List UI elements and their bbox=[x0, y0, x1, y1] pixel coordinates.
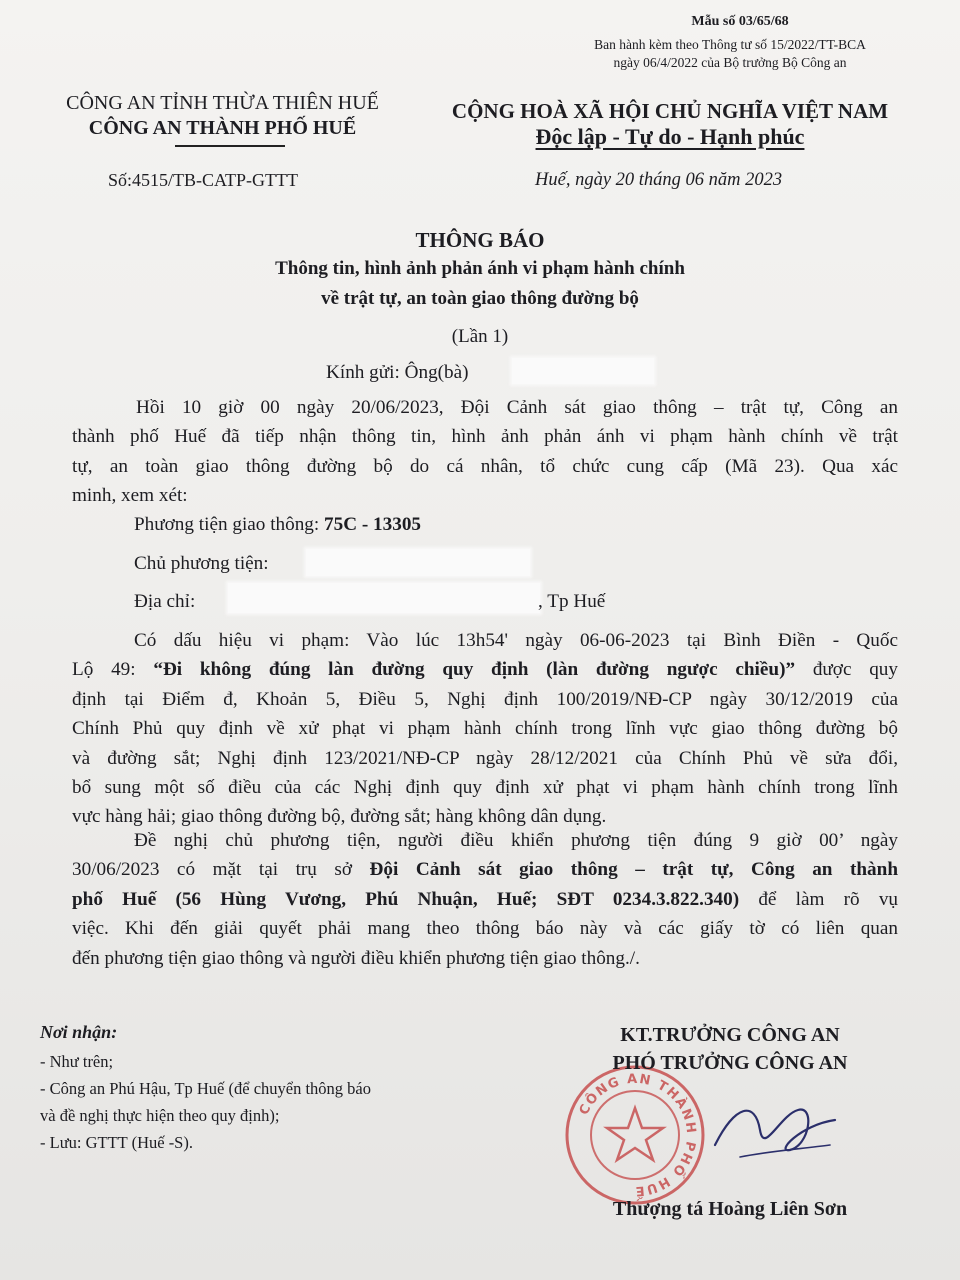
request-office: Đội Cảnh sát giao thông – trật tự, Công an thành bbox=[369, 859, 898, 881]
place-date: Huế, ngày 20 tháng 06 năm 2023 bbox=[535, 170, 783, 190]
redacted-address bbox=[228, 583, 540, 613]
redacted-owner bbox=[306, 549, 530, 576]
violation-line: và đường sắt; Nghị định 123/2021/NĐ-CP ngày 28/12/2021 của Chính Phủ về sửa đổi, bbox=[72, 747, 898, 769]
country-name: CỘNG HOÀ XÃ HỘI CHỦ NGHĨA VIỆT NAM bbox=[451, 99, 889, 123]
request-lead: 30/06/2023 có mặt tại trụ sở bbox=[72, 859, 370, 881]
address-tail: , Tp Huế bbox=[538, 591, 606, 612]
vehicle-row bbox=[134, 510, 421, 539]
violation-line: định tại Điểm đ, Khoản 5, Điều 5, Nghị định 100/2019/NĐ-CP ngày 30/12/2019 của bbox=[72, 688, 898, 710]
signature-title-1: KT.TRƯỞNG CÔNG AN bbox=[620, 1024, 840, 1046]
violation-lead: Lộ 49: bbox=[72, 659, 154, 681]
request-office-address: phố Huế (56 Hùng Vương, Phú Nhuận, Huế; SĐT 0234.3.822.340) bbox=[72, 888, 740, 910]
request-line: đến phương tiện giao thông và người điều khiển phương tiện giao thông./. bbox=[72, 947, 640, 969]
form-issued-line2: ngày 06/4/2022 của Bộ trưởng Bộ Công an bbox=[613, 55, 847, 70]
agency-name-text: CÔNG AN THÀNH PHỐ HUẾ bbox=[88, 117, 357, 139]
recipient-item: - Như trên; bbox=[40, 1052, 114, 1071]
form-code: Mẫu số 03/65/68 bbox=[691, 14, 789, 29]
recipient-item: - Công an Phú Hậu, Tp Huế (để chuyển thông báo bbox=[40, 1079, 372, 1098]
addressee-label: Kính gửi: Ông(bà) bbox=[326, 362, 469, 383]
recipients-label: Nơi nhận: bbox=[40, 1022, 118, 1042]
request-line: Đề nghị chủ phương tiện, người điều khiển phương tiện đúng 9 giờ 00’ ngày bbox=[134, 830, 898, 851]
doc-subtitle-1: Thông tin, hình ảnh phản ánh vi phạm hành chính bbox=[275, 258, 685, 279]
violation-quote: “Đi không đúng làn đường quy định (làn đường ngược chiều)” bbox=[153, 659, 796, 681]
request-line: việc. Khi đến giải quyết phải mang theo thông báo này và các giấy tờ có liên quan bbox=[72, 918, 898, 940]
violation-line: vực hàng hải; giao thông đường bộ, đường sắt; hàng không dân dụng. bbox=[72, 806, 607, 828]
agency-parent: CÔNG AN TỈNH THỪA THIÊN HUẾ bbox=[66, 92, 379, 114]
motto-text: Độc lập - Tự do - Hạnh phúc bbox=[535, 124, 805, 149]
agency-underline bbox=[175, 145, 285, 147]
signature-title-2: PHÓ TRƯỞNG CÔNG AN bbox=[612, 1052, 848, 1074]
violation-line: Có dấu hiệu vi phạm: Vào lúc 13h54' ngày 06-06-2023 tại Bình Điền - Quốc bbox=[134, 630, 898, 651]
violation-line: bổ sung một số điều của các Nghị định quy định xử phạt vi phạm hành chính trong lĩnh bbox=[72, 776, 898, 798]
official-stamp bbox=[560, 1060, 710, 1210]
vehicle-label: Phương tiện giao thông: bbox=[134, 514, 320, 535]
ref-number: Số:4515/TB-CATP-GTTT bbox=[108, 170, 299, 190]
motto bbox=[420, 124, 920, 150]
request-after: để làm rõ vụ bbox=[739, 888, 898, 910]
intro-line: thành phố Huế đã tiếp nhận thông tin, hình ảnh phản ánh vi phạm hành chính về trật bbox=[72, 426, 898, 448]
request-paragraph bbox=[72, 826, 898, 973]
handwritten-signature bbox=[700, 1085, 850, 1175]
recipient-item: - Lưu: GTTT (Huế -S). bbox=[40, 1133, 193, 1152]
violation-line bbox=[72, 655, 898, 684]
address-label: Địa chỉ: bbox=[134, 591, 196, 612]
violation-after: được quy bbox=[795, 659, 898, 681]
stamp-text: CÔNG AN THÀNH PHỐ HUẾ bbox=[576, 1071, 699, 1199]
agency-name bbox=[20, 117, 425, 140]
signer-name: Thượng tá Hoàng Liên Sơn bbox=[612, 1198, 848, 1220]
doc-title: THÔNG BÁO bbox=[415, 228, 545, 252]
violation-line: Chính Phủ quy định về xử phạt vi phạm hành chính trong lĩnh vực giao thông đường bộ bbox=[72, 718, 898, 740]
request-line bbox=[72, 885, 898, 914]
form-issued-line1: Ban hành kèm theo Thông tư số 15/2022/TT-BCA bbox=[594, 37, 866, 52]
violation-paragraph bbox=[72, 626, 898, 832]
intro-paragraph bbox=[72, 393, 898, 511]
vehicle-plate: 75C - 13305 bbox=[324, 514, 422, 535]
recipient-item: và đề nghị thực hiện theo quy định); bbox=[40, 1106, 280, 1125]
recipients-list bbox=[40, 1048, 371, 1156]
doc-subtitle-2: về trật tự, an toàn giao thông đường bộ bbox=[321, 288, 639, 309]
intro-line: tự, an toàn giao thông đường bộ do cá nhân, tổ chức cung cấp (Mã 23). Qua xác bbox=[72, 455, 898, 477]
intro-line: minh, xem xét: bbox=[72, 485, 188, 507]
request-line bbox=[72, 855, 898, 884]
owner-label: Chủ phương tiện: bbox=[134, 553, 269, 574]
doc-round: (Lần 1) bbox=[451, 326, 509, 347]
intro-line: Hồi 10 giờ 00 ngày 20/06/2023, Đội Cảnh sát giao thông – trật tự, Công an bbox=[136, 397, 898, 418]
redacted-addressee bbox=[512, 358, 654, 384]
